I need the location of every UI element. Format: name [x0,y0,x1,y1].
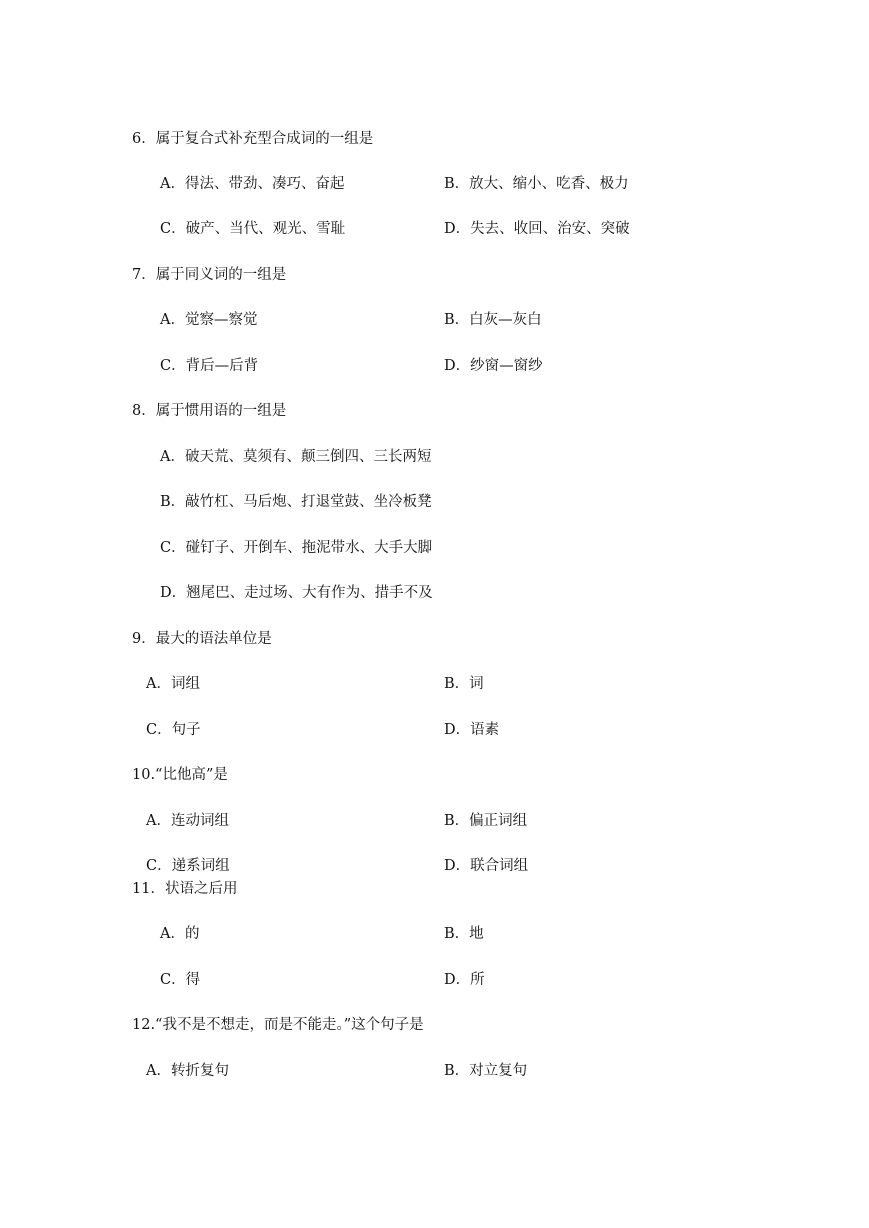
question-9-option-a: A．词组 [146,676,200,692]
question-11-option-b: B．地 [444,926,484,942]
question-6-stem: 6．属于复合式补充型合成词的一组是 [132,131,374,147]
question-11-option-a: A．的 [160,926,200,942]
question-10-option-b: B．偏正词组 [444,813,528,829]
question-10-option-d: D．联合词组 [444,858,529,874]
question-9-stem: 9．最大的语法单位是 [132,631,272,647]
question-12-option-a: A．转折复句 [146,1063,229,1079]
question-6-option-a: A．得法、带劲、凑巧、奋起 [160,176,345,192]
question-12-stem: 12.“我不是不想走，而是不能走。”这个句子是 [132,1017,424,1033]
question-7-stem: 7．属于同义词的一组是 [132,267,287,283]
question-9-option-d: D．语素 [444,722,500,738]
question-8-option-a: A．破天荒、莫须有、颠三倒四、三长两短 [160,449,432,465]
question-12-option-b: B．对立复句 [444,1063,528,1079]
question-7-option-c: C．背后—后背 [160,358,259,374]
question-11-stem: 11．状语之后用 [132,881,238,897]
question-6-option-b: B．放大、缩小、吃香、极力 [444,176,629,192]
question-6-option-c: C．破产、当代、观光、雪耻 [160,221,346,237]
question-7-option-b: B．白灰—灰白 [444,312,542,328]
question-6-option-d: D．失去、收回、治安、突破 [444,221,630,237]
question-9-option-b: B．词 [444,676,484,692]
question-10-option-a: A．连动词组 [146,813,229,829]
question-10-stem: 10.“比他高”是 [132,767,228,783]
question-8-option-d: D．翘尾巴、走过场、大有作为、措手不及 [160,585,433,601]
question-11-option-c: C．得 [160,972,201,988]
question-7-option-a: A．觉察—察觉 [160,312,258,328]
question-8-stem: 8．属于惯用语的一组是 [132,403,287,419]
question-9-option-c: C．句子 [146,722,201,738]
question-10-option-c: C．递系词组 [146,858,230,874]
question-8-option-c: C．碰钉子、开倒车、拖泥带水、大手大脚 [160,540,433,556]
question-7-option-d: D．纱窗—窗纱 [444,358,543,374]
question-11-option-d: D．所 [444,972,485,988]
question-8-option-b: B．敲竹杠、马后炮、打退堂鼓、坐冷板凳 [160,494,432,510]
